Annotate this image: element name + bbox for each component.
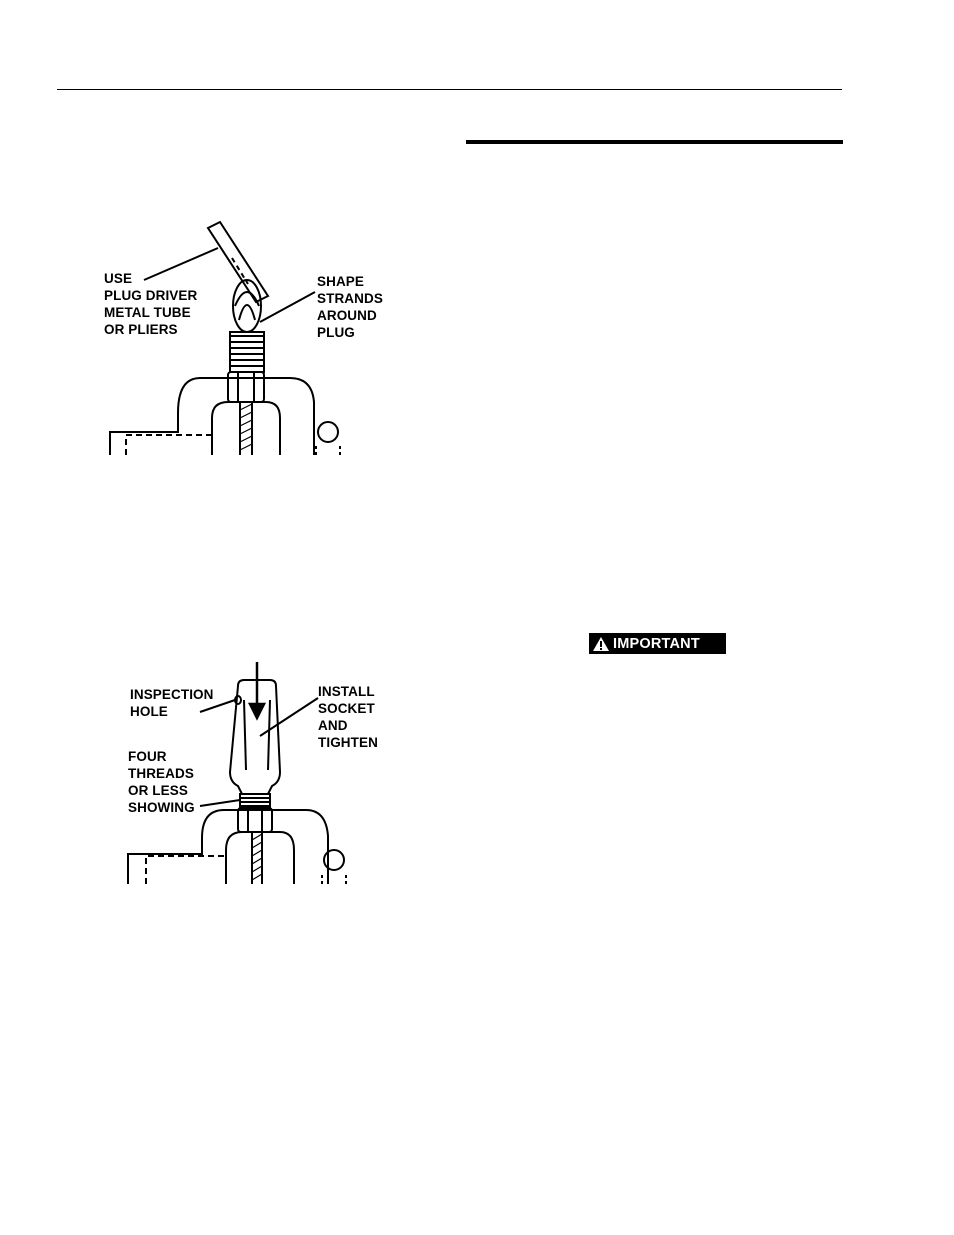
header-rule [57, 89, 842, 90]
section-rule [466, 140, 843, 144]
callout-install-socket: INSTALL SOCKET AND TIGHTEN [318, 684, 378, 750]
warning-triangle-icon [589, 633, 613, 654]
callout-shape-strands: SHAPE STRANDS AROUND PLUG [317, 274, 383, 340]
callout-inspection-hole: INSPECTION HOLE [130, 687, 214, 719]
important-notice-badge [589, 633, 726, 654]
figure-install-socket [120, 660, 390, 886]
callout-four-threads: FOUR THREADS OR LESS SHOWING [128, 749, 195, 815]
figure-plug-driver [100, 218, 390, 458]
important-label: IMPORTANT [613, 635, 700, 652]
callout-use-plug-driver: USE PLUG DRIVER METAL TUBE OR PLIERS [104, 271, 198, 337]
